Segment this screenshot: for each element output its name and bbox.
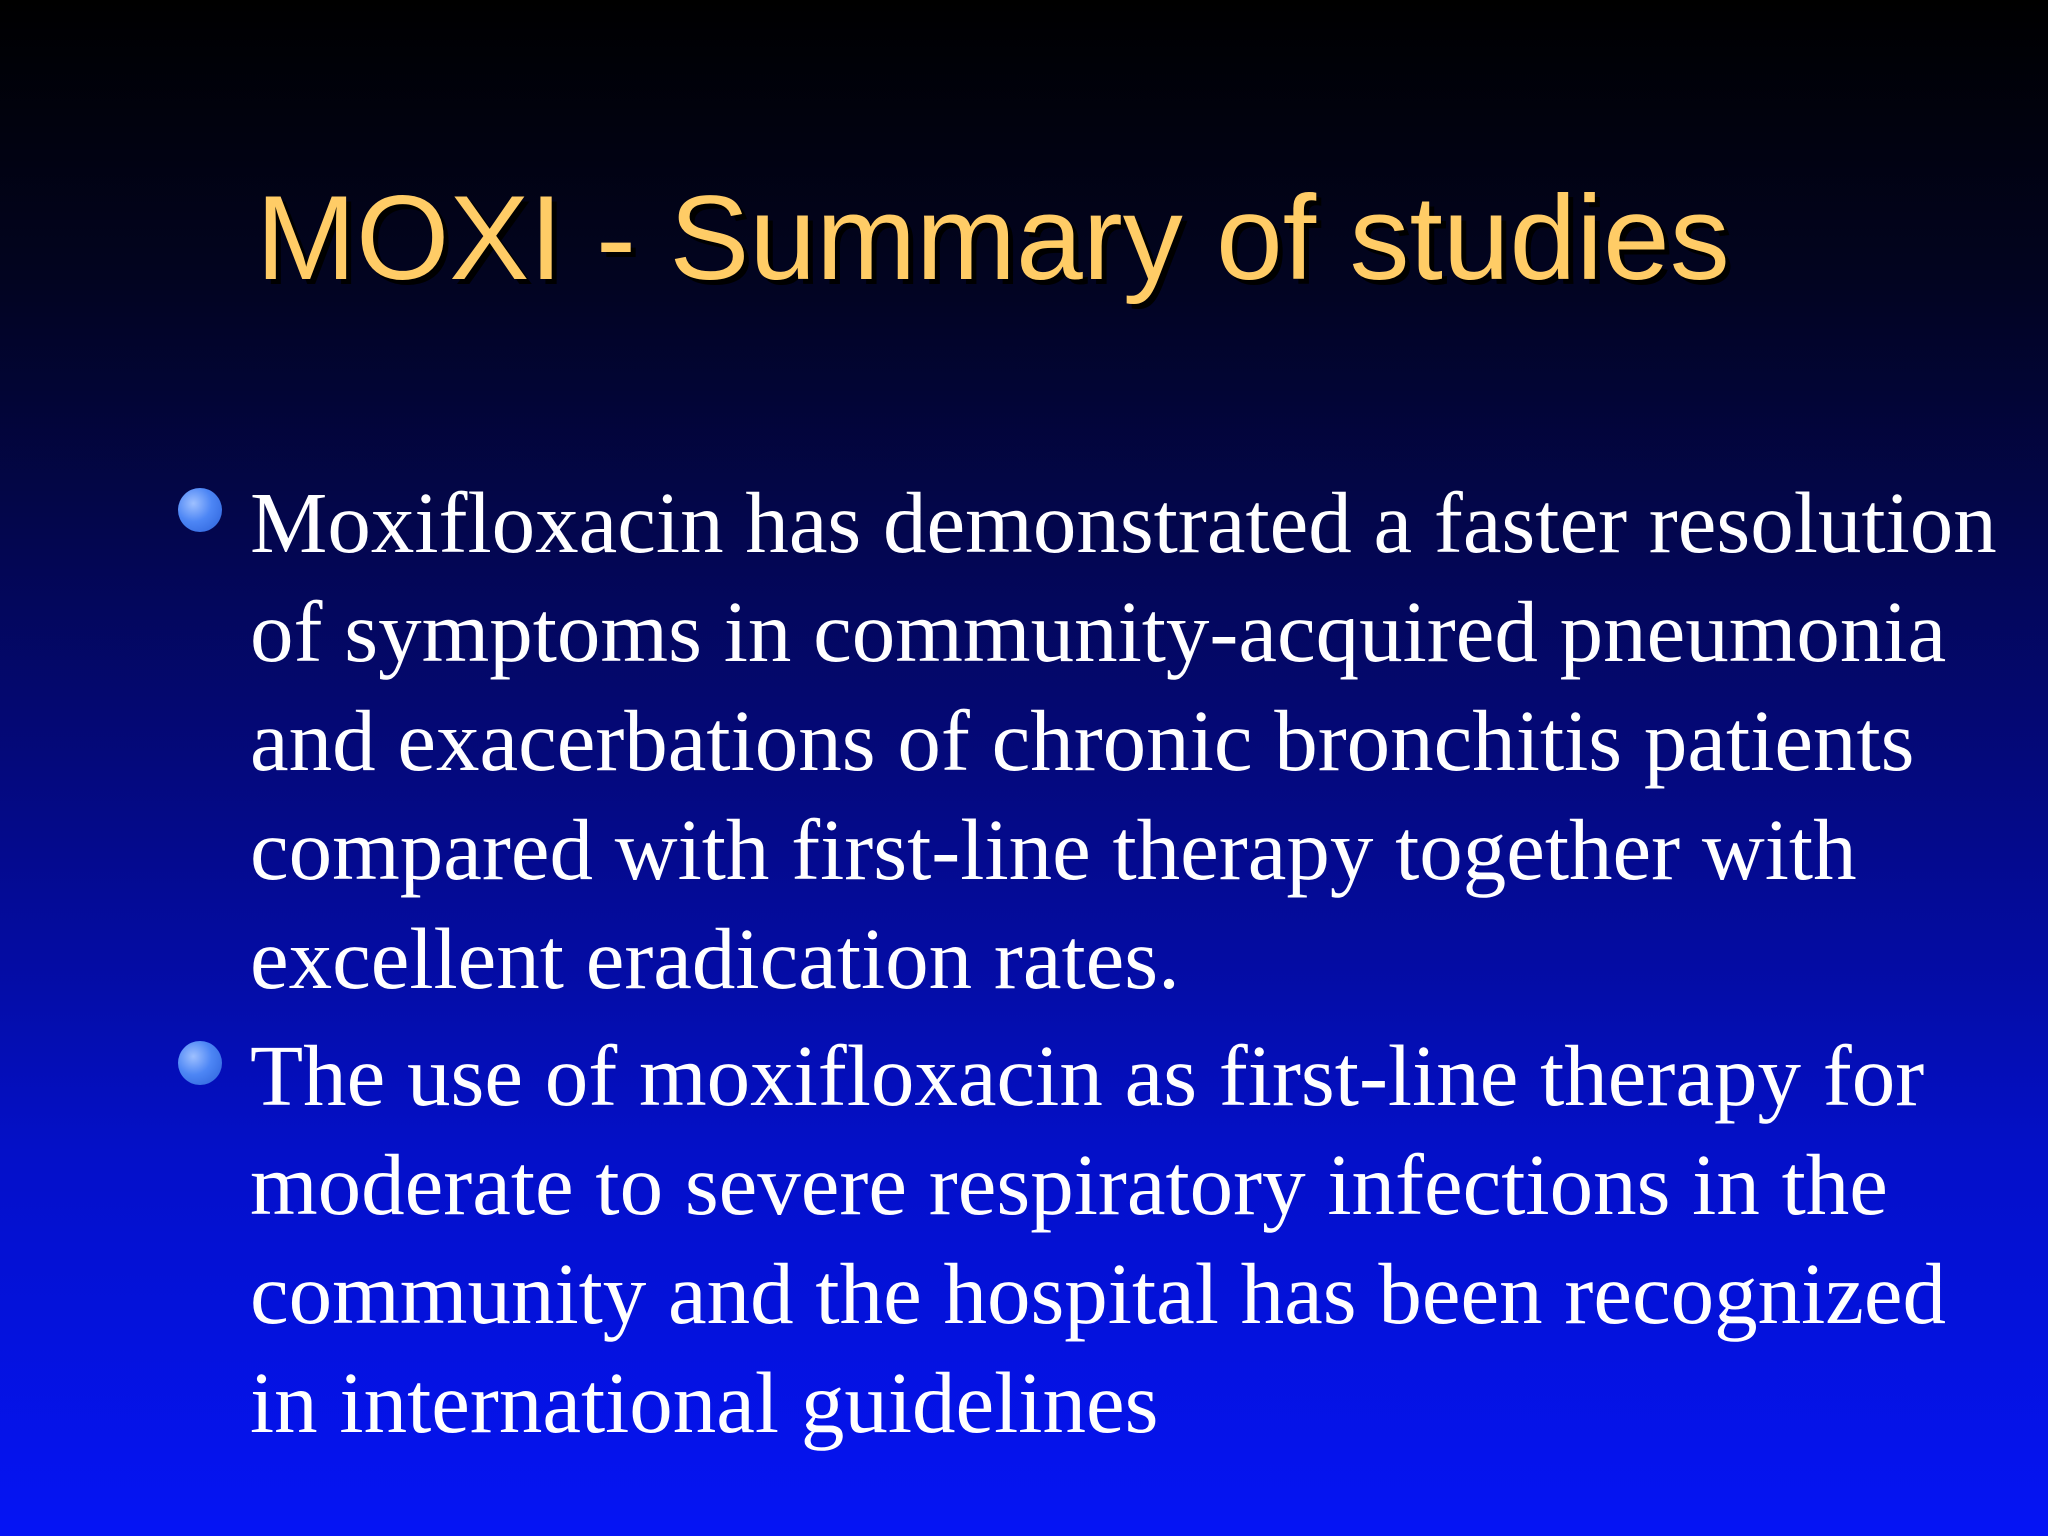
bullet-item (0, 468, 2048, 1013)
bullet-item (0, 1021, 2048, 1457)
bullet-dot-icon (178, 488, 222, 532)
bullet-text: The use of moxifloxacin as first-line therapy for moderate to severe respiratory infections in the community and the hospital has been recognized in international guidelines (250, 1027, 1946, 1451)
slide-title: MOXI - Summary of studies (256, 171, 1730, 305)
bullet-text: Moxifloxacin has demonstrated a faster resolution of symptoms in community-acquired pneumonia and exacerbations of chronic bronchitis patients compared with first-line therapy together with excellent eradication rates. (250, 474, 1997, 1007)
bullet-list (0, 468, 2048, 1465)
bullet-dot-icon (178, 1041, 222, 1085)
